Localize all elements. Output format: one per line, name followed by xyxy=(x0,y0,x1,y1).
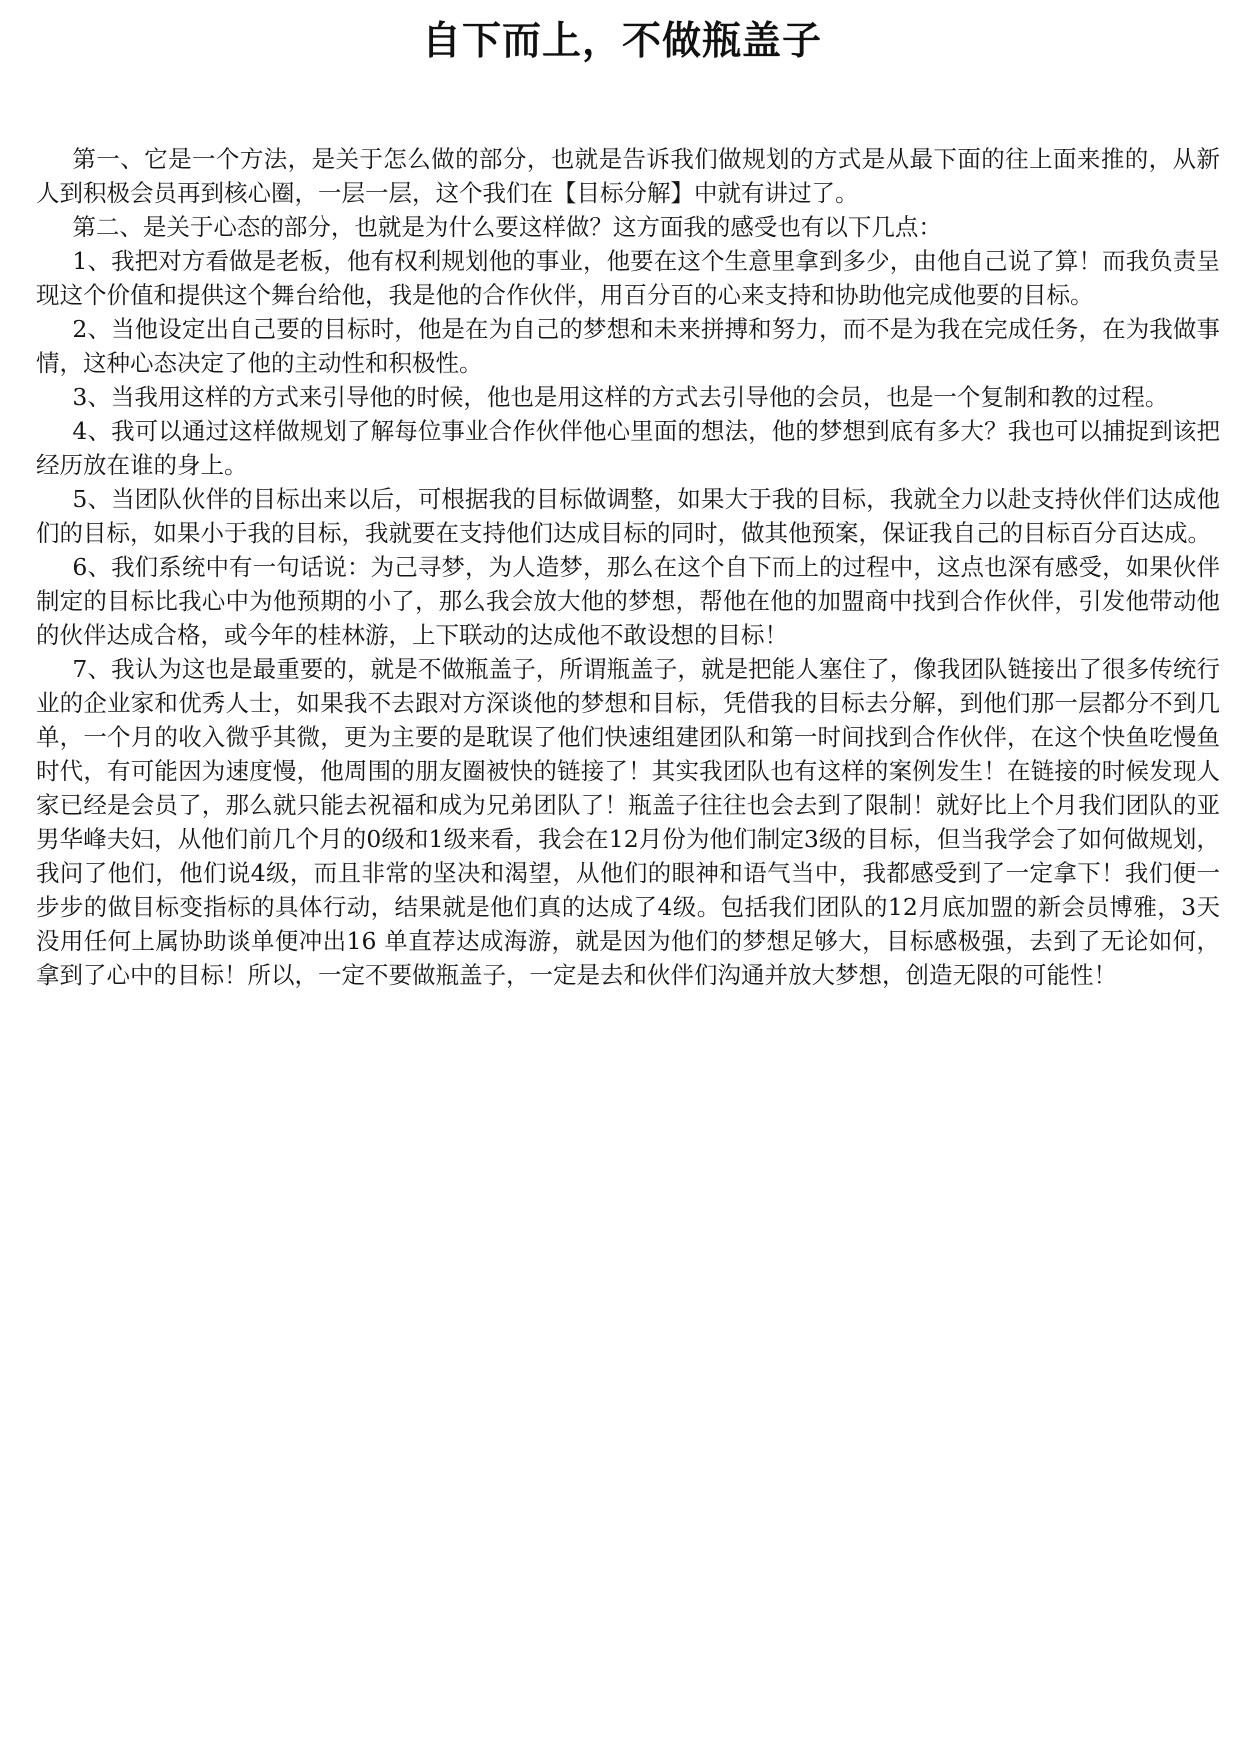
paragraph-9: 7、我认为这也是最重要的，就是不做瓶盖子，所谓瓶盖子，就是把能人塞住了，像我团队链接出了很多传统行业的企业家和优秀人士，如果我不去跟对方深谈他的梦想和目标，凭借我的目标去分解，到他们那一层都分不到几单，一个月的收入微乎其微，更为主要的是耽误了他们快速组建团队和第一时间找到合作伙伴，在这个快鱼吃慢鱼时代，有可能因为速度慢，他周围的朋友圈被快的链接了！其实我团队也有这样的案例发生！在链接的时候发现人家已经是会员了，那么就只能去祝福和成为兄弟团队了！瓶盖子往往也会去到了限制！就好比上个月我们团队的亚男华峰夫妇，从他们前几个月的0级和1级来看，我会在12月份为他们制定3级的目标，但当我学会了如何做规划，我问了他们，他们说4级，而且非常的坚决和渴望，从他们的眼神和语气当中，我都感受到了一定拿下！我们便一步步的做目标变指标的具体行动，结果就是他们真的达成了4级。包括我们团队的12月底加盟的新会员博雅，3天没用任何上属协助谈单便冲出16 单直荐达成海游，就是因为他们的梦想足够大，目标感极强，去到了无论如何，拿到了心中的目标！所以，一定不要做瓶盖子，一定是去和伙伴们沟通并放大梦想，创造无限的可能性！ xyxy=(36,655,1220,989)
paragraph-2: 第二、是关于心态的部分，也就是为什么要这样做？这方面我的感受也有以下几点： xyxy=(72,213,942,241)
document-title: 自下而上，不做瓶盖子 xyxy=(421,19,822,64)
paragraph-4: 2、当他设定出自己要的目标时，他是在为自己的梦想和未来拼搏和努力，而不是为我在完成任务，在为我做事情，这种心态决定了他的主动性和积极性。 xyxy=(36,315,1220,377)
paragraph-1: 第一、它是一个方法，是关于怎么做的部分，也就是告诉我们做规划的方式是从最下面的往上面来推的，从新人到积极会员再到核心圈，一层一层，这个我们在【目标分解】中就有讲过了。 xyxy=(36,145,1220,207)
document-body xyxy=(24,142,1220,992)
paragraph-3: 1、我把对方看做是老板，他有权利规划他的事业，他要在这个生意里拿到多少，由他自己说了算！而我负责呈现这个价值和提供这个舞台给他，我是他的合作伙伴，用百分百的心来支持和协助他完成他要的目标。 xyxy=(36,247,1220,309)
paragraph-6: 4、我可以通过这样做规划了解每位事业合作伙伴他心里面的想法，他的梦想到底有多大？我也可以捕捉到该把经历放在谁的身上。 xyxy=(36,417,1220,479)
paragraph-5: 3、当我用这样的方式来引导他的时候，他也是用这样的方式去引导他的会员，也是一个复制和教的过程。 xyxy=(72,383,1169,411)
paragraph-8: 6、我们系统中有一句话说：为己寻梦，为人造梦，那么在这个自下而上的过程中，这点也深有感受，如果伙伴制定的目标比我心中为他预期的小了，那么我会放大他的梦想，帮他在他的加盟商中找到合作伙伴，引发他带动他的伙伴达成合格，或今年的桂林游，上下联动的达成他不敢设想的目标！ xyxy=(36,553,1220,649)
paragraph-7: 5、当团队伙伴的目标出来以后，可根据我的目标做调整，如果大于我的目标，我就全力以赴支持伙伴们达成他们的目标，如果小于我的目标，我就要在支持他们达成目标的同时，做其他预案，保证我自己的目标百分百达成。 xyxy=(36,485,1220,547)
